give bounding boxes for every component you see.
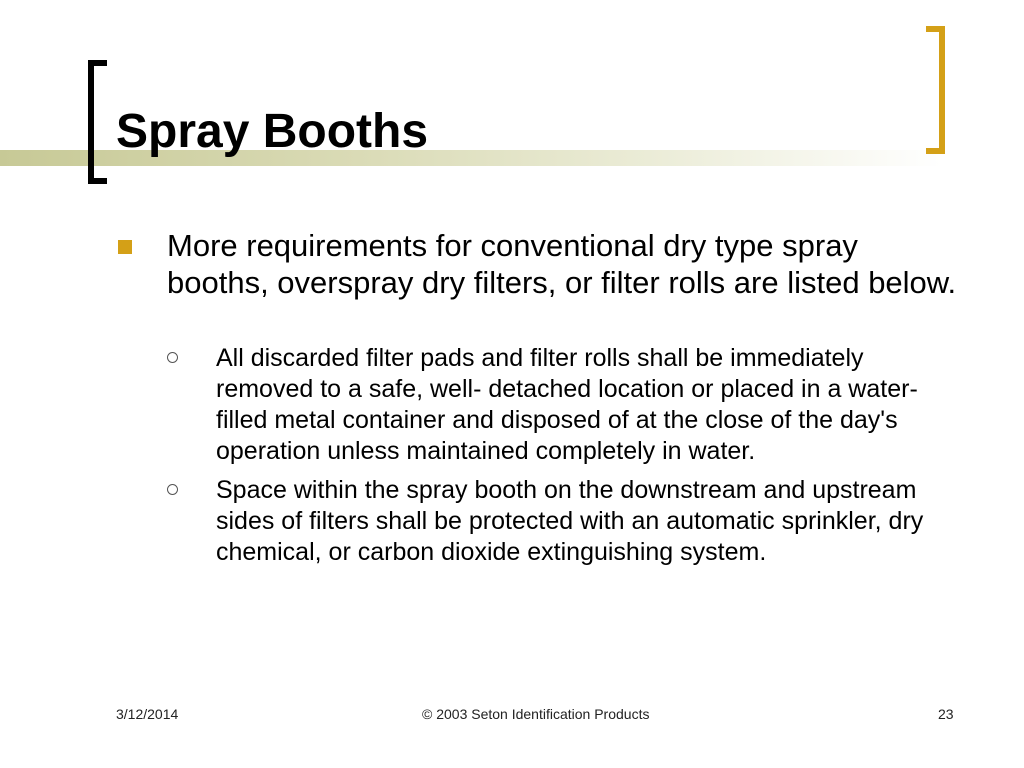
slide-title: Spray Booths — [116, 105, 429, 158]
right-bracket-decoration — [926, 26, 945, 154]
left-bracket-decoration — [88, 60, 107, 184]
bullet-level1-text: More requirements for conventional dry type spray booths, overspray dry filters, or filter rolls are listed below. — [167, 228, 957, 300]
bullet-level2-text: All discarded filter pads and filter rolls shall be immediately removed to a safe, well- detached location or placed in a water-filled metal container and disposed of at the close of the day's operation unless maintained completely in water. — [216, 344, 918, 465]
square-bullet-icon — [118, 240, 132, 254]
bullet-level2-text: Space within the spray booth on the downstream and upstream sides of filters shall be protected with an automatic sprinkler, dry chemical, or carbon dioxide extinguishing system. — [216, 476, 924, 566]
footer-page-number: 23 — [938, 706, 954, 722]
hollow-circle-bullet-icon — [167, 352, 178, 363]
footer-date: 3/12/2014 — [116, 706, 179, 722]
hollow-circle-bullet-icon — [167, 484, 178, 495]
footer-copyright: © 2003 Seton Identification Products — [422, 706, 650, 722]
